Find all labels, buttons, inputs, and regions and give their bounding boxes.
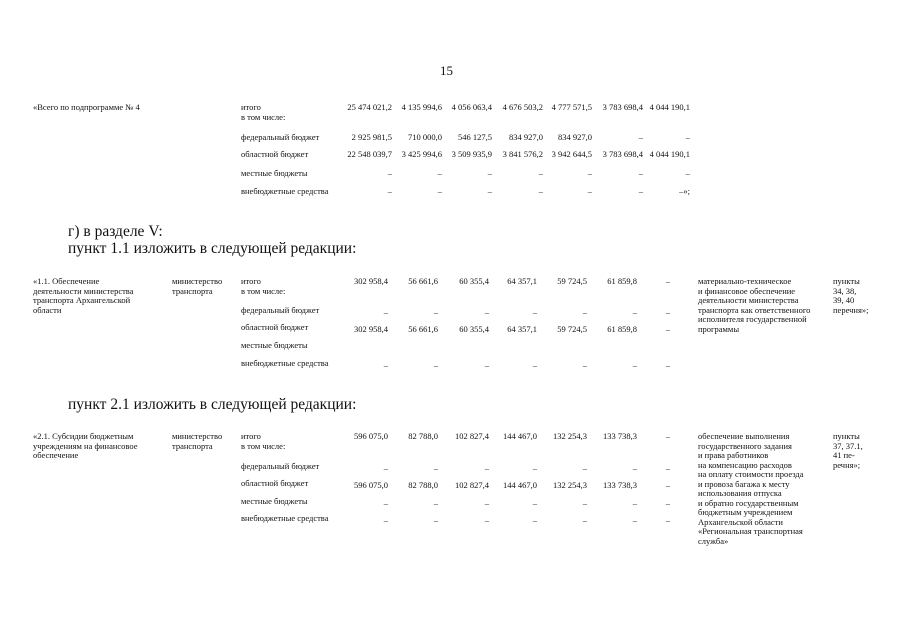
table-cell: 4 777 571,5	[551, 102, 592, 112]
table-cell: 2 925 981,5	[351, 132, 392, 142]
table-cell: –	[587, 168, 592, 178]
table-cell: –	[484, 515, 489, 525]
table-cell: 834 927,0	[509, 132, 543, 142]
table-cell: –	[632, 307, 637, 317]
result-line: на компенсацию расходов	[698, 459, 792, 470]
table-cell: 60 355,4	[459, 324, 489, 334]
table-cell: 3 783 698,4	[602, 102, 643, 112]
table-cell: –	[383, 463, 388, 473]
table-cell: 4 135 994,6	[401, 102, 442, 112]
result-line: исполнителя государственной	[698, 314, 807, 324]
source-sublabel: в том числе:	[241, 440, 286, 451]
source-label: федеральный бюджет	[241, 132, 320, 142]
result-line: Архангельской области	[698, 516, 783, 527]
table-cell: –	[665, 276, 670, 286]
result-line: и финансовое обеспечение	[698, 285, 796, 296]
links-line: 39, 40	[833, 295, 855, 305]
table-cell: –	[383, 515, 388, 525]
table-cell: –	[665, 307, 670, 317]
table-cell: 60 355,4	[459, 276, 489, 286]
table-cell: 302 958,4	[354, 324, 388, 334]
source-label: итого	[241, 102, 261, 112]
links-line: 34, 38,	[833, 285, 857, 296]
table-cell: –	[383, 498, 388, 508]
result-line: и обратно государственным	[698, 497, 799, 508]
source-label: итого	[241, 276, 261, 286]
table-cell: 3 841 576,2	[502, 149, 543, 159]
source-label: внебюджетные средства	[241, 513, 329, 523]
result-line: транспорта как ответственного	[698, 304, 811, 315]
table-cell: 61 859,8	[607, 276, 637, 286]
table-cell: –	[532, 515, 537, 525]
result-line: и права работников	[698, 450, 769, 460]
links-line: пункты	[833, 431, 860, 441]
source-label: местные бюджеты	[241, 340, 308, 350]
table-cell: 56 661,6	[408, 324, 438, 334]
executor-line: министерство	[172, 431, 223, 441]
table-cell: –	[582, 498, 587, 508]
table-cell: 3 783 698,4	[602, 149, 643, 159]
result-line: использования отпуска	[698, 488, 782, 498]
table-cell: –	[685, 168, 690, 178]
table-cell: 22 548 039,7	[347, 149, 392, 159]
table-cell: 64 357,1	[507, 276, 537, 286]
section-heading: г) в разделе V:	[68, 223, 163, 240]
table-cell: 82 788,0	[408, 480, 438, 490]
table-cell: 64 357,1	[507, 324, 537, 334]
source-label: итого	[241, 431, 261, 441]
table-cell: –	[433, 360, 438, 370]
table-cell: –	[632, 498, 637, 508]
table-cell: 4 676 503,2	[502, 102, 543, 112]
table-cell: –	[487, 168, 492, 178]
table-cell: 546 127,5	[458, 132, 492, 142]
table-cell: –	[437, 186, 442, 196]
table-cell: –	[665, 480, 670, 490]
table-cell: –	[532, 307, 537, 317]
table-cell: –	[532, 360, 537, 370]
page-number: 15	[440, 63, 453, 78]
source-label: федеральный бюджет	[241, 305, 320, 315]
item-name-line: обеспечение	[33, 450, 79, 460]
table-cell: –	[484, 498, 489, 508]
table-cell: 132 254,3	[553, 480, 587, 490]
table-cell: 59 724,5	[557, 276, 587, 286]
table-cell: –	[433, 463, 438, 473]
table-cell: 144 467,0	[503, 480, 537, 490]
executor-line: министерство	[172, 276, 223, 286]
source-label: областной бюджет	[241, 149, 309, 159]
table-cell: –	[638, 132, 643, 142]
table-cell: 144 467,0	[503, 431, 537, 441]
table-cell: –»;	[679, 186, 690, 196]
table-cell: –	[538, 186, 543, 196]
table-cell: –	[665, 515, 670, 525]
result-line: программы	[698, 323, 740, 334]
table-cell: –	[632, 515, 637, 525]
table-cell: 596 075,0	[354, 431, 388, 441]
table-cell: 61 859,8	[607, 324, 637, 334]
table-cell: 82 788,0	[408, 431, 438, 441]
table-cell: 59 724,5	[557, 324, 587, 334]
table-cell: –	[632, 360, 637, 370]
table-cell: –	[387, 186, 392, 196]
table-cell: 3 425 994,6	[401, 149, 442, 159]
table-cell: –	[437, 168, 442, 178]
table-cell: –	[383, 307, 388, 317]
source-label: внебюджетные средства	[241, 186, 329, 196]
links-line: пункты	[833, 276, 860, 286]
table-cell: –	[638, 186, 643, 196]
item-name-line: «1.1. Обеспечение	[33, 276, 100, 286]
result-line: и провоза багажа к месту	[698, 478, 790, 489]
table-cell: 25 474 021,2	[347, 102, 392, 112]
table-cell: –	[433, 307, 438, 317]
table-cell: –	[487, 186, 492, 196]
source-label: федеральный бюджет	[241, 461, 320, 471]
table-cell: 133 738,3	[603, 480, 637, 490]
table-cell: 56 661,6	[408, 276, 438, 286]
table-cell: –	[383, 360, 388, 370]
result-line: материально-техническое	[698, 276, 792, 286]
table-cell: –	[665, 498, 670, 508]
table-cell: –	[532, 463, 537, 473]
table-cell: 4 044 190,1	[649, 102, 690, 112]
table-cell: –	[638, 168, 643, 178]
source-sublabel: в том числе:	[241, 111, 286, 122]
item-name-line: транспорта Архангельской	[33, 295, 131, 305]
table-cell: 302 958,4	[354, 276, 388, 286]
item-name-line: деятельности министерства	[33, 285, 134, 296]
table-cell: –	[685, 132, 690, 142]
item-name-line: области	[33, 304, 62, 315]
result-line: бюджетным учреждением	[698, 507, 793, 517]
table-cell: –	[587, 186, 592, 196]
source-label: внебюджетные средства	[241, 358, 329, 368]
table-cell: 710 000,0	[408, 132, 442, 142]
result-line: обеспечение выполнения	[698, 431, 790, 441]
links-line: 41 пе-	[833, 450, 855, 460]
table-cell: –	[665, 360, 670, 370]
links-line: перечня»;	[833, 304, 869, 315]
links-line: речня»;	[833, 459, 861, 470]
table-cell: –	[632, 463, 637, 473]
table-cell: 4 056 063,4	[451, 102, 492, 112]
table-cell: –	[582, 463, 587, 473]
table-cell: 102 827,4	[455, 480, 489, 490]
result-line: «Региональная транспортная	[698, 526, 803, 536]
item-name-line: учреждениям на финансовое	[33, 440, 138, 451]
table-cell: –	[582, 515, 587, 525]
table-cell: –	[665, 463, 670, 473]
table-cell: 596 075,0	[354, 480, 388, 490]
result-line: служба»	[698, 535, 729, 546]
table-cell: –	[484, 360, 489, 370]
executor-line: транспорта	[172, 440, 213, 451]
source-label: местные бюджеты	[241, 168, 308, 178]
item-name-line: «2.1. Субсидии бюджетным	[33, 431, 134, 441]
table-cell: 132 254,3	[553, 431, 587, 441]
table-cell: 3 942 644,5	[551, 149, 592, 159]
table-cell: –	[538, 168, 543, 178]
table-cell: –	[387, 168, 392, 178]
table-cell: 102 827,4	[455, 431, 489, 441]
executor-line: транспорта	[172, 285, 213, 296]
table-cell: –	[433, 498, 438, 508]
summary-label: «Всего по подпрограмме № 4	[33, 102, 140, 112]
table-cell: –	[484, 463, 489, 473]
item-heading: пункт 1.1 изложить в следующей редакции:	[68, 240, 357, 257]
table-cell: –	[532, 498, 537, 508]
table-cell: 834 927,0	[558, 132, 592, 142]
table-cell: 4 044 190,1	[649, 149, 690, 159]
result-line: на оплату стоимости проезда	[698, 469, 804, 479]
source-label: областной бюджет	[241, 322, 309, 332]
source-sublabel: в том числе:	[241, 285, 286, 296]
result-line: государственного задания	[698, 440, 792, 451]
table-cell: –	[582, 360, 587, 370]
table-cell: 133 738,3	[603, 431, 637, 441]
table-cell: –	[582, 307, 587, 317]
table-cell: 3 509 935,9	[451, 149, 492, 159]
source-label: местные бюджеты	[241, 496, 308, 506]
table-cell: –	[484, 307, 489, 317]
table-cell: –	[433, 515, 438, 525]
links-line: 37, 37.1,	[833, 440, 863, 451]
item-heading: пункт 2.1 изложить в следующей редакции:	[68, 396, 357, 413]
source-label: областной бюджет	[241, 478, 309, 488]
result-line: деятельности министерства	[698, 295, 799, 305]
table-cell: –	[665, 431, 670, 441]
table-cell: –	[665, 324, 670, 334]
